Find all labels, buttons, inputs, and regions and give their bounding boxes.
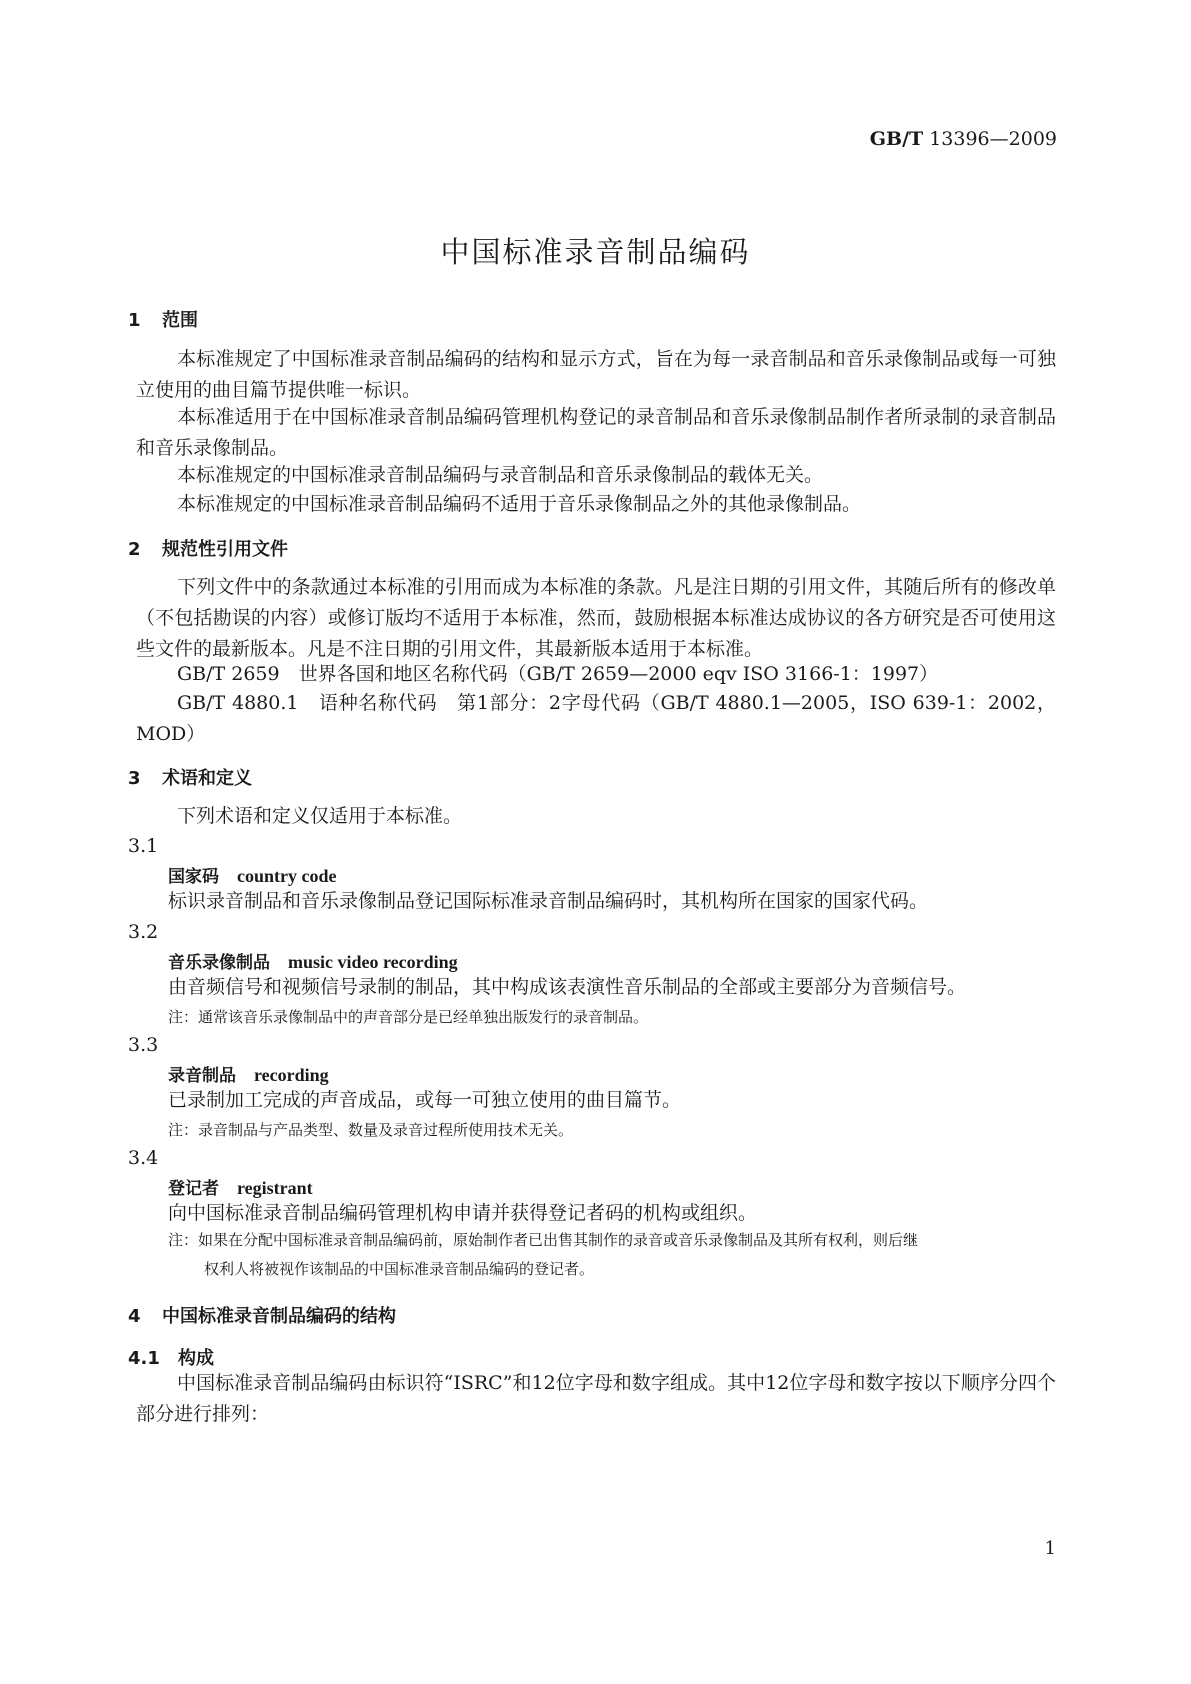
normative-reference-1: GB/T 2659 世界各国和地区名称代码（GB/T 2659—2000 eqv ISO 3166-1：1997） <box>177 663 939 685</box>
section-1-paragraph-3: 本标准规定的中国标准录音制品编码与录音制品和音乐录像制品的载体无关。 <box>177 464 824 486</box>
term-3-3: 录音制品 recording <box>168 1065 329 1086</box>
section-4-heading: 4 中国标准录音制品编码的结构 <box>128 1306 396 1327</box>
standard-code <box>870 128 1057 150</box>
section-2-heading: 2 规范性引用文件 <box>128 539 288 560</box>
section-title: 范围 <box>162 310 198 331</box>
term-3-4: 登记者 registrant <box>168 1178 313 1199</box>
section-1-paragraph-2: 本标准适用于在中国标准录音制品编码管理机构登记的录音制品和音乐录像制品制作者所录制的录音制品和音乐录像制品。 <box>136 406 1056 459</box>
section-3-heading: 3 术语和定义 <box>128 768 252 789</box>
page-number: 1 <box>1044 1538 1056 1559</box>
term-cn: 国家码 <box>168 867 219 887</box>
section-1-paragraph-1: 本标准规定了中国标准录音制品编码的结构和显示方式，旨在为每一录音制品和音乐录像制品或每一可独立使用的曲目篇节提供唯一标识。 <box>136 348 1056 401</box>
section-1-heading <box>128 306 198 332</box>
term-3-3-definition: 已录制加工完成的声音成品，或每一可独立使用的曲目篇节。 <box>168 1089 682 1111</box>
term-3-1-number: 3.1 <box>128 835 159 857</box>
term-3-4-number: 3.4 <box>128 1147 159 1169</box>
term-3-2: 音乐录像制品 music video recording <box>168 952 458 973</box>
term-3-1 <box>168 862 336 887</box>
term-3-2-definition: 由音频信号和视频信号录制的制品，其中构成该表演性音乐制品的全部或主要部分为音频信号。 <box>168 976 967 998</box>
term-3-3-note: 注：录音制品与产品类型、数量及录音过程所使用技术无关。 <box>168 1121 574 1139</box>
section-2-paragraph-1: 下列文件中的条款通过本标准的引用而成为本标准的条款。凡是注日期的引用文件，其随后所有的修改单（不包括勘误的内容）或修订版均不适用于本标准，然而，鼓励根据本标准达成协议的各方研究是否可使用这些文件的最新版本。凡是不注日期的引用文件，其最新版本适用于本标准。 <box>136 576 1056 660</box>
section-4-1-paragraph: 中国标准录音制品编码由标识符“ISRC”和12位字母和数字组成。其中12位字母和数字按以下顺序分四个部分进行排列： <box>136 1372 1056 1425</box>
term-3-1-definition: 标识录音制品和音乐录像制品登记国际标准录音制品编码时，其机构所在国家的国家代码。 <box>168 890 929 912</box>
section-3-intro: 下列术语和定义仅适用于本标准。 <box>177 805 463 827</box>
term-3-2-note: 注：通常该音乐录像制品中的声音部分是已经单独出版发行的录音制品。 <box>168 1008 649 1026</box>
term-3-2-number: 3.2 <box>128 921 159 943</box>
section-number: 1 <box>128 310 141 331</box>
term-en: country code <box>237 866 337 886</box>
standard-prefix: GB/T <box>869 128 924 150</box>
section-4-1-heading: 4.1 构成 <box>128 1348 214 1369</box>
section-1-paragraph-4: 本标准规定的中国标准录音制品编码不适用于音乐录像制品之外的其他录像制品。 <box>177 493 862 515</box>
document-title: 中国标准录音制品编码 <box>440 235 751 269</box>
standard-number: 13396—2009 <box>929 128 1057 150</box>
term-3-3-number: 3.3 <box>128 1034 159 1056</box>
term-3-4-definition: 向中国标准录音制品编码管理机构申请并获得登记者码的机构或组织。 <box>168 1202 758 1224</box>
term-3-4-note: 注：如果在分配中国标准录音制品编码前，原始制作者已出售其制作的录音或音乐录像制品及其所有权利，则后继 权利人将被视作该制品的中国标准录音制品编码的登记者。 <box>168 1231 919 1278</box>
normative-reference-2: GB/T 4880.1 语种名称代码 第1部分：2字母代码（GB/T 4880.1—2005，ISO 639-1：2002，MOD） <box>136 692 1056 745</box>
